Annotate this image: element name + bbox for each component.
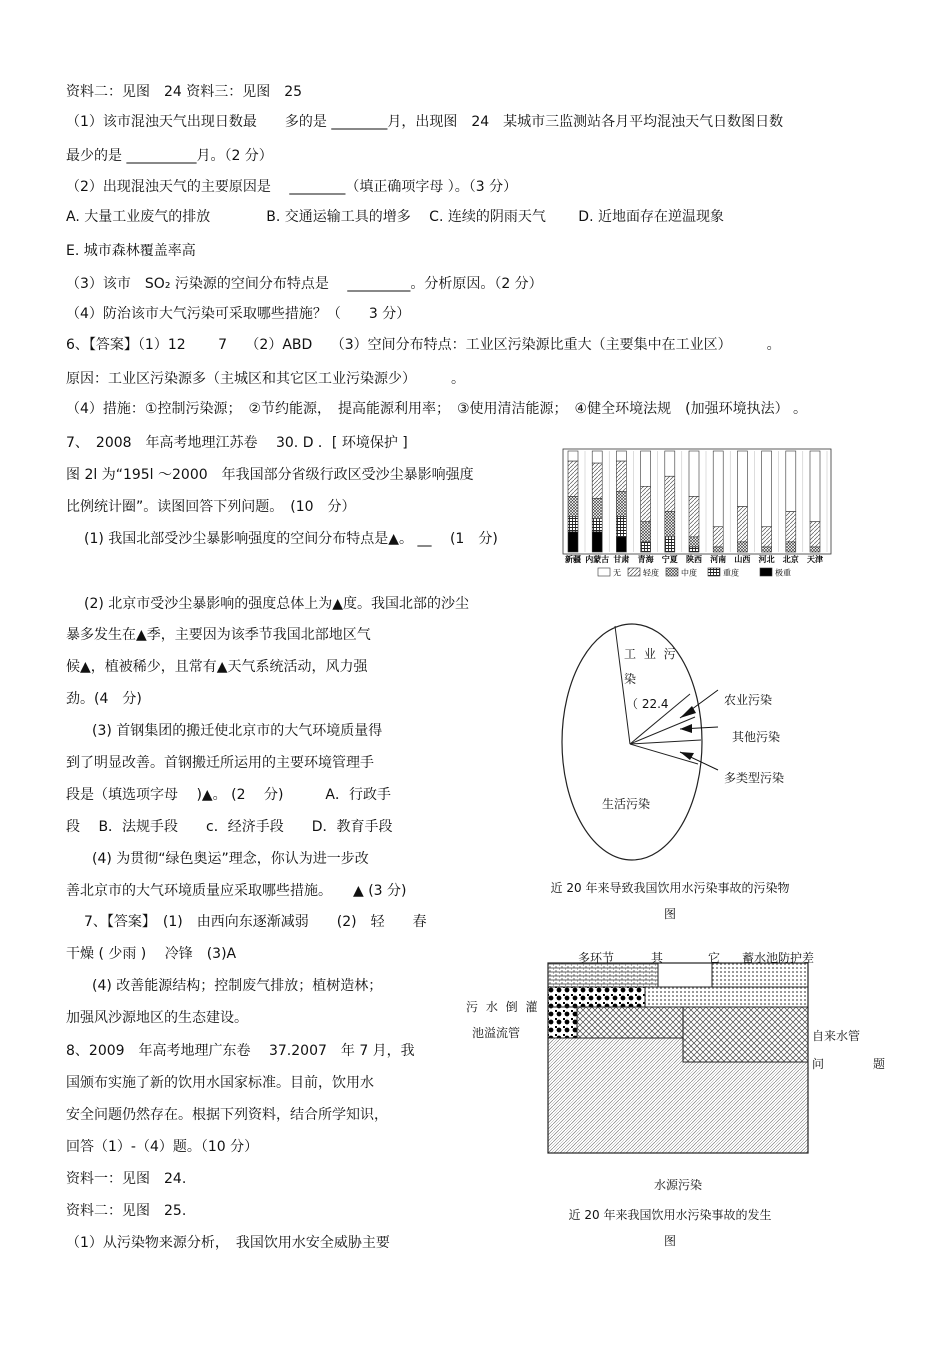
legend-label: 重度 <box>723 568 739 578</box>
legend-label: 无 <box>613 568 621 578</box>
text-line: (2) 北京市受沙尘暴影响的强度总体上为▲度。我国北部的沙尘 <box>84 596 470 612</box>
region-label: 青海 <box>637 555 654 564</box>
other-label: 其他污染 <box>732 730 781 744</box>
text-line: 加强风沙源地区的生态建设。 <box>66 1010 248 1026</box>
other-label-a: 其 <box>651 951 664 965</box>
fig25-caption: 近 20 年来我国饮用水污染事故的发生 <box>568 1208 772 1222</box>
bar-segment-极重 <box>592 532 602 552</box>
fig24-caption-2: 图 <box>663 907 676 921</box>
tap-pipe-block <box>683 1007 808 1062</box>
reservoir-top-block <box>712 963 808 987</box>
text-line: A. 大量工业废气的排放 B. 交通运输工具的增多 C. 连续的阴雨天气 D. 近地面存在逆温现象 <box>66 209 724 225</box>
sewage-dark-strip <box>548 1007 577 1038</box>
text-line: 段 B．法规手段 c．经济手段 D．教育手段 <box>66 819 393 835</box>
bar-segment-无 <box>762 451 772 527</box>
reservoir-label: 蓄水池防护差 <box>742 951 815 965</box>
text-line: 暴多发生在▲季，主要因为该季节我国北部地区气 <box>66 627 371 643</box>
text-line: 国颁布实施了新的饮用水国家标准。目前，饮用水 <box>66 1075 374 1091</box>
industrial-value: （ 22.4 <box>626 697 669 711</box>
multi-link-label: 多环节 <box>578 951 615 965</box>
multi-link-block <box>548 963 658 987</box>
bar-segment-轻度 <box>665 476 675 511</box>
text-line: 候▲，植被稀少，且常有▲天气系统活动，风力强 <box>66 659 368 675</box>
text-line: (1) 我国北部受沙尘暴影响强度的空间分布特点是▲。 __ (1 分) <box>84 531 498 547</box>
text-line: 劲。(4 分) <box>66 691 142 707</box>
region-label: 甘肃 <box>613 555 630 564</box>
bar-segment-无 <box>810 451 820 522</box>
region-label: 北京 <box>782 555 799 564</box>
text-line: 7、【答案】 (1) 由西向东逐渐减弱 (2) 轻 春 <box>84 914 427 930</box>
bar-segment-中度 <box>737 542 747 552</box>
bar-segment-中度 <box>713 547 723 552</box>
bar-segment-中度 <box>568 496 578 516</box>
bar-segment-无 <box>568 451 578 461</box>
text-line: 资料二：见图 25. <box>66 1203 187 1219</box>
other-label-b: 它 <box>708 951 721 965</box>
fig25-caption-2: 图 <box>663 1234 676 1248</box>
multi-label: 多类型污染 <box>724 771 785 785</box>
text-line: 善北京市的大气环境质量应采取哪些措施。 ▲ (3 分) <box>66 883 407 899</box>
other-block <box>658 963 712 987</box>
bar-segment-重度 <box>616 517 626 537</box>
legend-label: 中度 <box>681 568 697 578</box>
bar-segment-轻度 <box>689 496 699 536</box>
bar-segment-无 <box>786 451 796 512</box>
bar-segment-重度 <box>568 517 578 532</box>
bar-segment-无 <box>641 451 651 486</box>
text-line: 到了明显改善。首钢搬迁所运用的主要环境管理手 <box>66 755 374 771</box>
bar-segment-中度 <box>641 522 651 542</box>
bar-segment-中度 <box>689 537 699 547</box>
text-line: 原因：工业区污染源多（主城区和其它区工业污染源少） 。 <box>66 371 465 387</box>
bar-segment-轻度 <box>616 461 626 491</box>
source-label: 水源污染 <box>653 1178 702 1192</box>
text-line: （2）出现混浊天气的主要原因是 ________（填正确项字母 ）。（3 分） <box>66 179 518 195</box>
text-line: 资料一：见图 24. <box>66 1171 187 1187</box>
bar-segment-无 <box>616 451 626 461</box>
bar-segment-无 <box>665 451 675 476</box>
agri-label: 农业污染 <box>724 693 773 707</box>
bar-segment-轻度 <box>786 512 796 542</box>
text-line: （1）该市混浊天气出现日数最 多的是 ________月，出现图 24 某城市三监测站各月平均混浊天气日数图日数 <box>66 114 784 130</box>
text-line: (3) 首钢集团的搬迁使北京市的大气环境质量得 <box>92 723 383 739</box>
legend-swatch <box>628 568 640 576</box>
bar-segment-重度 <box>592 519 602 532</box>
text-line: 资料二：见图 24 资料三：见图 25 <box>66 84 303 100</box>
region-label: 河北 <box>758 555 775 564</box>
text-line: 最少的是 __________月。（2 分） <box>66 148 273 164</box>
text-line: （1）从污染物来源分析， 我国饮用水安全威胁主要 <box>66 1235 390 1251</box>
bar-segment-无 <box>689 451 699 496</box>
bar-segment-中度 <box>810 547 820 552</box>
region-label: 山西 <box>734 555 751 564</box>
sewage-dark-block <box>548 987 645 1007</box>
bar-segment-轻度 <box>762 527 772 547</box>
region-label: 天津 <box>807 555 823 564</box>
legend-label: 极重 <box>775 568 791 578</box>
legend-label: 轻度 <box>643 568 659 578</box>
text-line: 比例统计圈”。读图回答下列问题。 (10 分） <box>66 499 356 515</box>
bar-segment-无 <box>592 451 602 463</box>
text-line: （4）措施：①控制污染源； ②节约能源， 提高能源利用率； ③使用清洁能源； ④健全环境法规 (加强环境执法） 。 <box>66 401 808 417</box>
sewage-block <box>577 1007 683 1038</box>
region-label: 河南 <box>710 555 727 564</box>
text-line: （3）该市 SO₂ 污染源的空间分布特点是 _________。分析原因。（2 分） <box>66 276 543 292</box>
region-label: 陕西 <box>686 555 702 564</box>
bar-segment-轻度 <box>713 527 723 547</box>
tap-label-2a: 问 <box>812 1057 825 1071</box>
region-label: 新疆 <box>565 555 581 564</box>
region-label: 宁夏 <box>661 555 678 564</box>
text-line: (4) 改善能源结构；控制废气排放；植树造林； <box>92 978 383 994</box>
bar-segment-轻度 <box>641 486 651 521</box>
tap-label-2b: 题 <box>873 1057 886 1071</box>
legend-swatch <box>760 568 772 576</box>
bar-segment-轻度 <box>592 463 602 498</box>
text-line: 干燥 ( 少雨 ) 冷锋 (3)A <box>66 946 237 962</box>
bar-segment-重度 <box>665 537 675 552</box>
bar-segment-无 <box>713 451 723 527</box>
industrial-label-2: 染 <box>624 672 637 686</box>
bar-segment-中度 <box>786 542 796 552</box>
legend-swatch <box>708 568 720 576</box>
bar-segment-重度 <box>641 542 651 552</box>
legend-swatch <box>598 568 610 576</box>
bar-segment-中度 <box>616 491 626 516</box>
text-line: 8、2009 年高考地理广东卷 37.2007 年 7 月，我 <box>66 1043 415 1059</box>
text-line: E. 城市森林覆盖率高 <box>66 243 196 259</box>
text-line: 6、【答案】（1）12 7 （2）ABD （3）空间分布特点：工业区污染源比重大（主要集中在工业区） 。 <box>66 337 781 353</box>
bar-segment-极重 <box>616 537 626 552</box>
fig24-caption: 近 20 年来导致我国饮用水污染事故的污染物 <box>550 881 790 895</box>
text-line: 段是（填选项字母 )▲。 (2 分) A．行政手 <box>66 787 391 803</box>
incident-area-chart <box>547 962 809 1157</box>
bar-segment-轻度 <box>737 507 747 542</box>
text-line: 7、 2008 年高考地理江苏卷 30. D ．[ 环境保护 ] <box>66 435 408 451</box>
bar-segment-无 <box>737 451 747 507</box>
bar-segment-轻度 <box>568 461 578 496</box>
domestic-label: 生活污染 <box>602 797 651 811</box>
reservoir-block <box>645 987 808 1007</box>
industrial-label: 工 业 污 <box>624 647 678 661</box>
text-line: (4) 为贯彻“绿色奥运”理念，你认为进一步改 <box>92 851 369 867</box>
legend-swatch <box>666 568 678 576</box>
text-line: 安全问题仍然存在。根据下列资料，结合所学知识， <box>66 1107 388 1123</box>
bar-segment-极重 <box>568 532 578 552</box>
tap-label: 自来水管 <box>812 1029 861 1043</box>
region-label: 内蒙古 <box>585 555 610 564</box>
bar-segment-中度 <box>665 512 675 537</box>
sewage-label: 污 水 倒 灌 <box>466 1000 540 1014</box>
sewage-label-2: 池溢流管 <box>472 1026 521 1040</box>
bar-segment-中度 <box>762 547 772 552</box>
bar-segment-轻度 <box>810 522 820 547</box>
text-line: （4）防治该市大气污染可采取哪些措施？（ 3 分） <box>66 306 411 322</box>
sandstorm-intensity-chart <box>562 448 834 580</box>
bar-segment-重度 <box>689 547 699 552</box>
text-line: 图 2l 为“195l ～2000 年我国部分省级行政区受沙尘暴影响强度 <box>66 467 474 483</box>
text-line: 回答（1）-（4）题。（10 分） <box>66 1139 259 1155</box>
bar-segment-中度 <box>592 498 602 518</box>
